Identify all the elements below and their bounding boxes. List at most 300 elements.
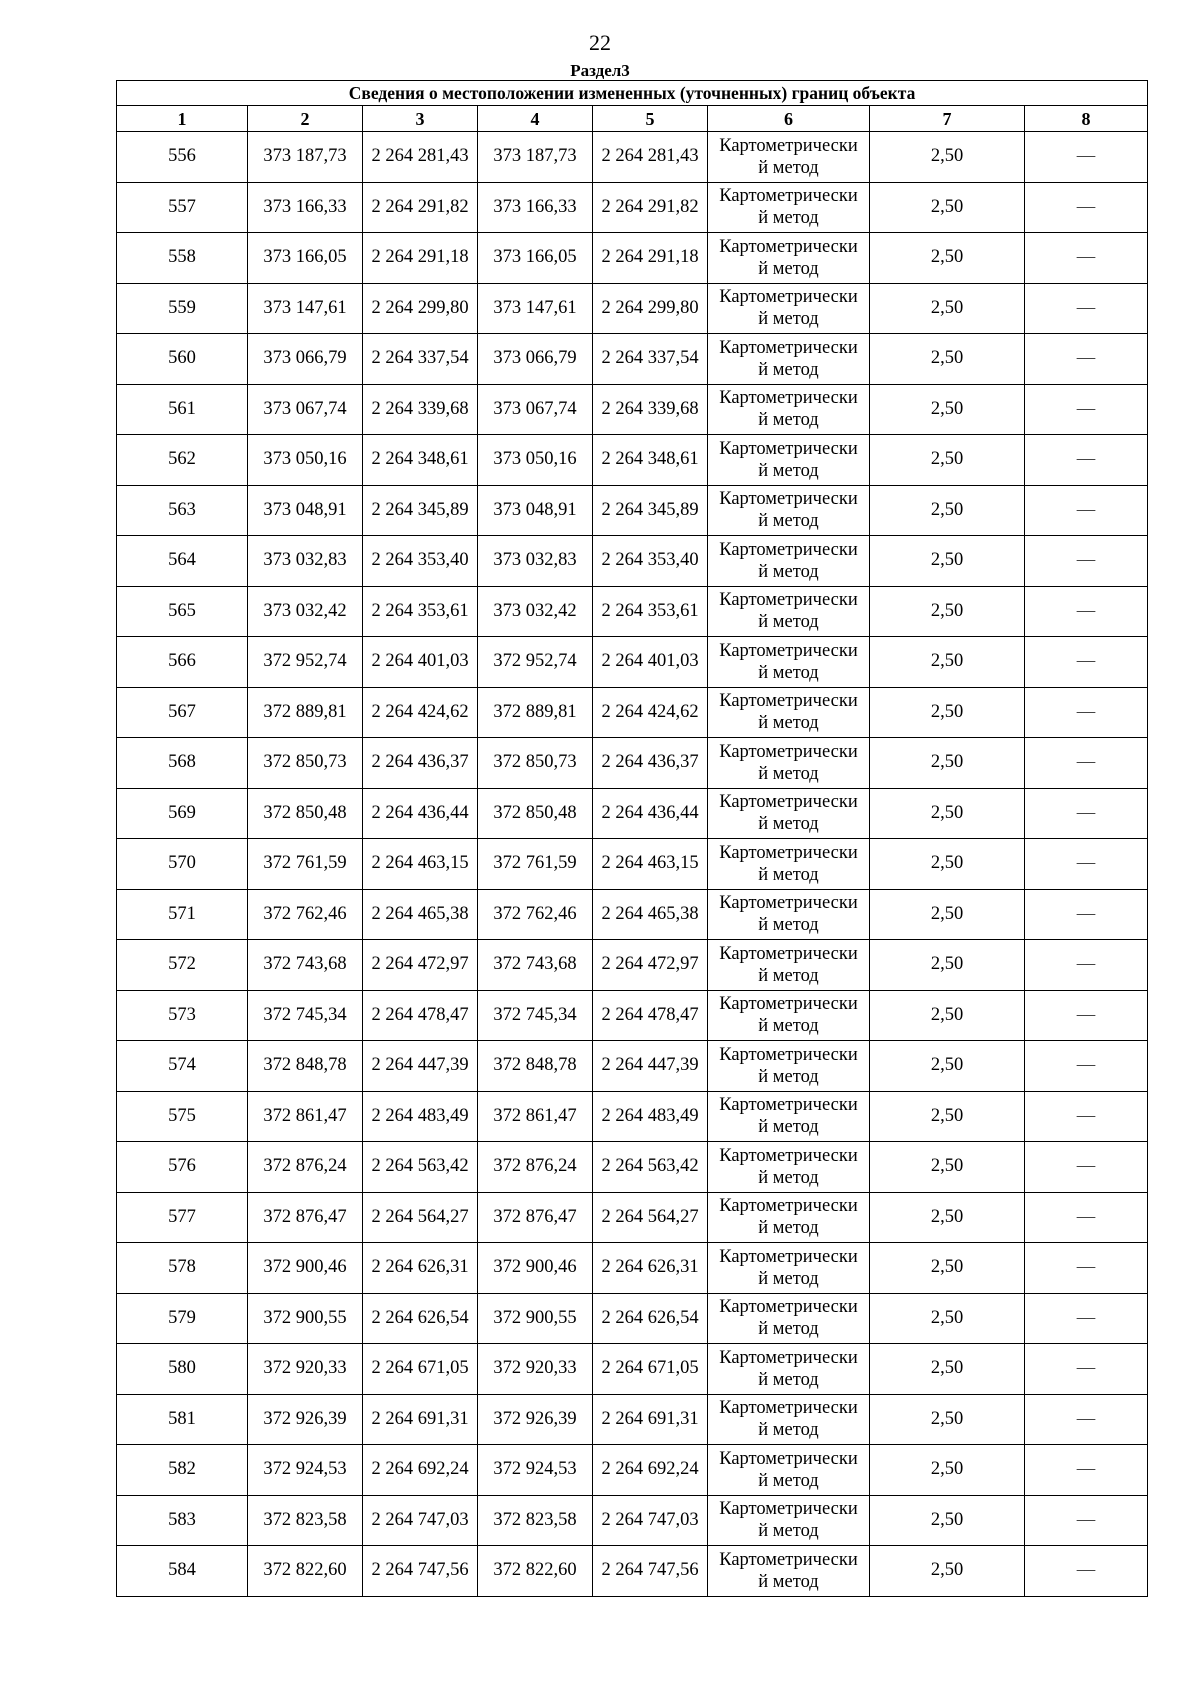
method-cell [708,889,870,940]
column-number-row [117,106,1148,132]
method-line-1: Картометрически [719,1044,858,1065]
x-existing-cell: 372 926,39 [248,1394,363,1445]
y-existing-cell: 2 264 478,47 [363,990,478,1041]
point-number-cell: 570 [117,839,248,890]
accuracy-cell: 2,50 [870,233,1025,284]
x-new-cell: 373 048,91 [478,485,593,536]
description-cell: — [1025,435,1148,486]
column-number: 8 [1025,106,1148,132]
x-new-cell: 372 848,78 [478,1041,593,1092]
point-number-cell: 581 [117,1394,248,1445]
accuracy-cell: 2,50 [870,1495,1025,1546]
method-cell [708,738,870,789]
x-new-cell: 373 166,33 [478,182,593,233]
y-new-cell: 2 264 447,39 [593,1041,708,1092]
y-existing-cell: 2 264 299,80 [363,283,478,334]
accuracy-cell: 2,50 [870,485,1025,536]
x-existing-cell: 372 889,81 [248,687,363,738]
description-cell: — [1025,788,1148,839]
x-new-cell: 372 876,24 [478,1142,593,1193]
method-cell [708,334,870,385]
x-existing-cell: 373 032,83 [248,536,363,587]
table-row [117,485,1148,536]
table-row [117,1041,1148,1092]
y-new-cell: 2 264 691,31 [593,1394,708,1445]
point-number-cell: 566 [117,637,248,688]
method-line-1: Картометрически [719,842,858,863]
y-existing-cell: 2 264 472,97 [363,940,478,991]
accuracy-cell: 2,50 [870,637,1025,688]
x-existing-cell: 372 761,59 [248,839,363,890]
y-existing-cell: 2 264 424,62 [363,687,478,738]
method-line-2: й метод [758,1117,819,1138]
table-row [117,1142,1148,1193]
table-row [117,233,1148,284]
point-number-cell: 567 [117,687,248,738]
point-number-cell: 565 [117,586,248,637]
table-row [117,536,1148,587]
y-existing-cell: 2 264 483,49 [363,1091,478,1142]
x-existing-cell: 373 147,61 [248,283,363,334]
method-cell [708,637,870,688]
table-row [117,788,1148,839]
x-existing-cell: 372 850,48 [248,788,363,839]
x-new-cell: 373 166,05 [478,233,593,284]
x-existing-cell: 373 166,05 [248,233,363,284]
column-number: 3 [363,106,478,132]
y-existing-cell: 2 264 345,89 [363,485,478,536]
description-cell: — [1025,1546,1148,1597]
description-cell: — [1025,1445,1148,1496]
x-new-cell: 373 032,42 [478,586,593,637]
table-row [117,1091,1148,1142]
point-number-cell: 583 [117,1495,248,1546]
y-existing-cell: 2 264 281,43 [363,132,478,183]
x-new-cell: 372 876,47 [478,1192,593,1243]
method-cell [708,1243,870,1294]
x-new-cell: 373 032,83 [478,536,593,587]
y-new-cell: 2 264 401,03 [593,637,708,688]
description-cell: — [1025,283,1148,334]
point-number-cell: 561 [117,384,248,435]
y-new-cell: 2 264 348,61 [593,435,708,486]
description-cell: — [1025,839,1148,890]
description-cell: — [1025,384,1148,435]
method-line-2: й метод [758,915,819,936]
description-cell: — [1025,940,1148,991]
method-line-1: Картометрически [719,792,858,813]
method-line-1: Картометрически [719,893,858,914]
y-new-cell: 2 264 424,62 [593,687,708,738]
method-cell [708,1192,870,1243]
x-existing-cell: 373 187,73 [248,132,363,183]
accuracy-cell: 2,50 [870,788,1025,839]
x-new-cell: 373 050,16 [478,435,593,486]
point-number-cell: 562 [117,435,248,486]
point-number-cell: 558 [117,233,248,284]
method-line-1: Картометрически [719,135,858,156]
method-line-2: й метод [758,1369,819,1390]
y-new-cell: 2 264 353,40 [593,536,708,587]
accuracy-cell: 2,50 [870,283,1025,334]
method-line-1: Картометрически [719,1499,858,1520]
table-caption: Сведения о местоположении измененных (уточненных) границ объекта [117,81,1148,106]
x-new-cell: 372 822,60 [478,1546,593,1597]
accuracy-cell: 2,50 [870,334,1025,385]
description-cell: — [1025,738,1148,789]
x-existing-cell: 372 920,33 [248,1344,363,1395]
method-cell [708,1445,870,1496]
x-new-cell: 372 900,55 [478,1293,593,1344]
y-existing-cell: 2 264 747,56 [363,1546,478,1597]
accuracy-cell: 2,50 [870,1344,1025,1395]
y-new-cell: 2 264 436,44 [593,788,708,839]
point-number-cell: 576 [117,1142,248,1193]
y-new-cell: 2 264 692,24 [593,1445,708,1496]
method-line-2: й метод [758,511,819,532]
method-cell [708,384,870,435]
point-number-cell: 563 [117,485,248,536]
method-line-1: Картометрически [719,691,858,712]
x-new-cell: 372 889,81 [478,687,593,738]
description-cell: — [1025,586,1148,637]
y-existing-cell: 2 264 626,31 [363,1243,478,1294]
table-body [117,132,1148,1597]
method-line-1: Картометрически [719,1145,858,1166]
method-line-2: й метод [758,814,819,835]
method-line-1: Картометрически [719,489,858,510]
description-cell: — [1025,536,1148,587]
table-row [117,889,1148,940]
x-existing-cell: 372 762,46 [248,889,363,940]
table-row [117,586,1148,637]
method-line-1: Картометрически [719,287,858,308]
x-new-cell: 372 920,33 [478,1344,593,1395]
method-cell [708,1091,870,1142]
x-existing-cell: 372 745,34 [248,990,363,1041]
method-cell [708,1142,870,1193]
accuracy-cell: 2,50 [870,738,1025,789]
y-existing-cell: 2 264 339,68 [363,384,478,435]
accuracy-cell: 2,50 [870,536,1025,587]
column-number: 7 [870,106,1025,132]
point-number-cell: 574 [117,1041,248,1092]
accuracy-cell: 2,50 [870,990,1025,1041]
table-row [117,738,1148,789]
table-row [117,182,1148,233]
method-cell [708,1546,870,1597]
method-line-2: й метод [758,1521,819,1542]
point-number-cell: 573 [117,990,248,1041]
description-cell: — [1025,485,1148,536]
description-cell: — [1025,1041,1148,1092]
description-cell: — [1025,233,1148,284]
accuracy-cell: 2,50 [870,384,1025,435]
accuracy-cell: 2,50 [870,839,1025,890]
table-row [117,1243,1148,1294]
accuracy-cell: 2,50 [870,940,1025,991]
accuracy-cell: 2,50 [870,435,1025,486]
description-cell: — [1025,990,1148,1041]
y-existing-cell: 2 264 671,05 [363,1344,478,1395]
x-new-cell: 372 745,34 [478,990,593,1041]
method-line-2: й метод [758,460,819,481]
method-cell [708,233,870,284]
accuracy-cell: 2,50 [870,1394,1025,1445]
table-row [117,1546,1148,1597]
x-existing-cell: 372 823,58 [248,1495,363,1546]
y-new-cell: 2 264 436,37 [593,738,708,789]
y-new-cell: 2 264 337,54 [593,334,708,385]
column-number: 4 [478,106,593,132]
y-new-cell: 2 264 626,54 [593,1293,708,1344]
table-row [117,1344,1148,1395]
point-number-cell: 559 [117,283,248,334]
method-cell [708,1293,870,1344]
y-new-cell: 2 264 281,43 [593,132,708,183]
method-line-2: й метод [758,258,819,279]
method-line-2: й метод [758,208,819,229]
x-existing-cell: 372 848,78 [248,1041,363,1092]
method-line-1: Картометрически [719,337,858,358]
coordinates-table [116,80,1148,1597]
table-row [117,687,1148,738]
y-new-cell: 2 264 339,68 [593,384,708,435]
method-line-1: Картометрически [719,438,858,459]
x-existing-cell: 373 166,33 [248,182,363,233]
section-title: Раздел3 [570,61,630,80]
y-new-cell: 2 264 472,97 [593,940,708,991]
y-existing-cell: 2 264 401,03 [363,637,478,688]
method-cell [708,1495,870,1546]
method-line-1: Картометрически [719,1196,858,1217]
description-cell: — [1025,687,1148,738]
method-line-2: й метод [758,561,819,582]
description-cell: — [1025,132,1148,183]
x-new-cell: 372 762,46 [478,889,593,940]
table-row [117,839,1148,890]
method-line-1: Картометрически [719,186,858,207]
x-existing-cell: 372 876,24 [248,1142,363,1193]
method-line-1: Картометрически [719,388,858,409]
description-cell: — [1025,1142,1148,1193]
y-new-cell: 2 264 291,18 [593,233,708,284]
method-cell [708,940,870,991]
method-cell [708,485,870,536]
method-line-1: Картометрически [719,1448,858,1469]
method-line-1: Картометрически [719,1095,858,1116]
method-line-2: й метод [758,713,819,734]
accuracy-cell: 2,50 [870,1293,1025,1344]
table-row [117,132,1148,183]
y-existing-cell: 2 264 563,42 [363,1142,478,1193]
y-existing-cell: 2 264 465,38 [363,889,478,940]
x-new-cell: 372 861,47 [478,1091,593,1142]
column-number: 1 [117,106,248,132]
x-new-cell: 372 761,59 [478,839,593,890]
column-number: 5 [593,106,708,132]
description-cell: — [1025,1192,1148,1243]
point-number-cell: 571 [117,889,248,940]
accuracy-cell: 2,50 [870,1192,1025,1243]
method-line-2: й метод [758,1470,819,1491]
x-existing-cell: 372 924,53 [248,1445,363,1496]
description-cell: — [1025,637,1148,688]
method-line-2: й метод [758,864,819,885]
method-line-2: й метод [758,1571,819,1592]
column-number: 6 [708,106,870,132]
y-new-cell: 2 264 747,56 [593,1546,708,1597]
accuracy-cell: 2,50 [870,687,1025,738]
table-row [117,637,1148,688]
method-line-2: й метод [758,612,819,633]
table-row [117,1495,1148,1546]
accuracy-cell: 2,50 [870,182,1025,233]
description-cell: — [1025,889,1148,940]
method-cell [708,283,870,334]
y-new-cell: 2 264 564,27 [593,1192,708,1243]
y-existing-cell: 2 264 436,37 [363,738,478,789]
accuracy-cell: 2,50 [870,1243,1025,1294]
x-existing-cell: 372 900,46 [248,1243,363,1294]
point-number-cell: 564 [117,536,248,587]
point-number-cell: 556 [117,132,248,183]
table-row [117,435,1148,486]
x-new-cell: 373 066,79 [478,334,593,385]
point-number-cell: 580 [117,1344,248,1395]
description-cell: — [1025,1293,1148,1344]
point-number-cell: 572 [117,940,248,991]
description-cell: — [1025,1495,1148,1546]
method-cell [708,536,870,587]
x-existing-cell: 373 067,74 [248,384,363,435]
point-number-cell: 557 [117,182,248,233]
y-existing-cell: 2 264 447,39 [363,1041,478,1092]
x-new-cell: 372 743,68 [478,940,593,991]
method-cell [708,990,870,1041]
y-new-cell: 2 264 626,31 [593,1243,708,1294]
description-cell: — [1025,1394,1148,1445]
x-existing-cell: 372 850,73 [248,738,363,789]
y-new-cell: 2 264 563,42 [593,1142,708,1193]
method-line-2: й метод [758,157,819,178]
y-new-cell: 2 264 483,49 [593,1091,708,1142]
y-existing-cell: 2 264 436,44 [363,788,478,839]
x-existing-cell: 372 900,55 [248,1293,363,1344]
method-line-1: Картометрически [719,1347,858,1368]
column-number: 2 [248,106,363,132]
x-new-cell: 372 926,39 [478,1394,593,1445]
point-number-cell: 577 [117,1192,248,1243]
y-existing-cell: 2 264 291,18 [363,233,478,284]
method-cell [708,1344,870,1395]
method-line-1: Картометрически [719,994,858,1015]
method-line-2: й метод [758,763,819,784]
x-new-cell: 372 900,46 [478,1243,593,1294]
x-new-cell: 372 850,73 [478,738,593,789]
y-new-cell: 2 264 747,03 [593,1495,708,1546]
method-line-1: Картометрически [719,741,858,762]
x-existing-cell: 373 032,42 [248,586,363,637]
method-line-1: Картометрически [719,1246,858,1267]
y-new-cell: 2 264 345,89 [593,485,708,536]
point-number-cell: 582 [117,1445,248,1496]
method-line-1: Картометрически [719,640,858,661]
x-existing-cell: 372 876,47 [248,1192,363,1243]
accuracy-cell: 2,50 [870,1041,1025,1092]
accuracy-cell: 2,50 [870,1445,1025,1496]
x-new-cell: 373 067,74 [478,384,593,435]
y-existing-cell: 2 264 691,31 [363,1394,478,1445]
table-row [117,990,1148,1041]
y-existing-cell: 2 264 291,82 [363,182,478,233]
method-cell [708,687,870,738]
accuracy-cell: 2,50 [870,132,1025,183]
x-new-cell: 373 147,61 [478,283,593,334]
table-row [117,940,1148,991]
description-cell: — [1025,1243,1148,1294]
method-cell [708,435,870,486]
accuracy-cell: 2,50 [870,1091,1025,1142]
x-existing-cell: 372 743,68 [248,940,363,991]
table-row [117,1293,1148,1344]
y-new-cell: 2 264 478,47 [593,990,708,1041]
table-row [117,1394,1148,1445]
method-cell [708,788,870,839]
method-line-2: й метод [758,1420,819,1441]
method-line-2: й метод [758,965,819,986]
description-cell: — [1025,334,1148,385]
point-number-cell: 560 [117,334,248,385]
method-line-2: й метод [758,1066,819,1087]
method-line-2: й метод [758,309,819,330]
x-new-cell: 372 823,58 [478,1495,593,1546]
x-existing-cell: 373 066,79 [248,334,363,385]
description-cell: — [1025,1344,1148,1395]
method-line-1: Картометрически [719,1398,858,1419]
method-line-2: й метод [758,1218,819,1239]
method-line-2: й метод [758,662,819,683]
x-existing-cell: 372 952,74 [248,637,363,688]
table-row [117,384,1148,435]
y-existing-cell: 2 264 353,61 [363,586,478,637]
table-row [117,334,1148,385]
y-new-cell: 2 264 671,05 [593,1344,708,1395]
accuracy-cell: 2,50 [870,889,1025,940]
y-existing-cell: 2 264 626,54 [363,1293,478,1344]
description-cell: — [1025,182,1148,233]
method-cell [708,586,870,637]
y-existing-cell: 2 264 337,54 [363,334,478,385]
x-new-cell: 372 952,74 [478,637,593,688]
method-cell [708,1041,870,1092]
method-line-1: Картометрически [719,1297,858,1318]
method-line-2: й метод [758,410,819,431]
x-existing-cell: 372 822,60 [248,1546,363,1597]
method-cell [708,132,870,183]
y-existing-cell: 2 264 463,15 [363,839,478,890]
table-row [117,1192,1148,1243]
table-row [117,283,1148,334]
method-cell [708,182,870,233]
point-number-cell: 569 [117,788,248,839]
x-new-cell: 372 924,53 [478,1445,593,1496]
method-line-1: Картометрически [719,236,858,257]
point-number-cell: 578 [117,1243,248,1294]
method-line-1: Картометрически [719,943,858,964]
accuracy-cell: 2,50 [870,1142,1025,1193]
x-new-cell: 372 850,48 [478,788,593,839]
